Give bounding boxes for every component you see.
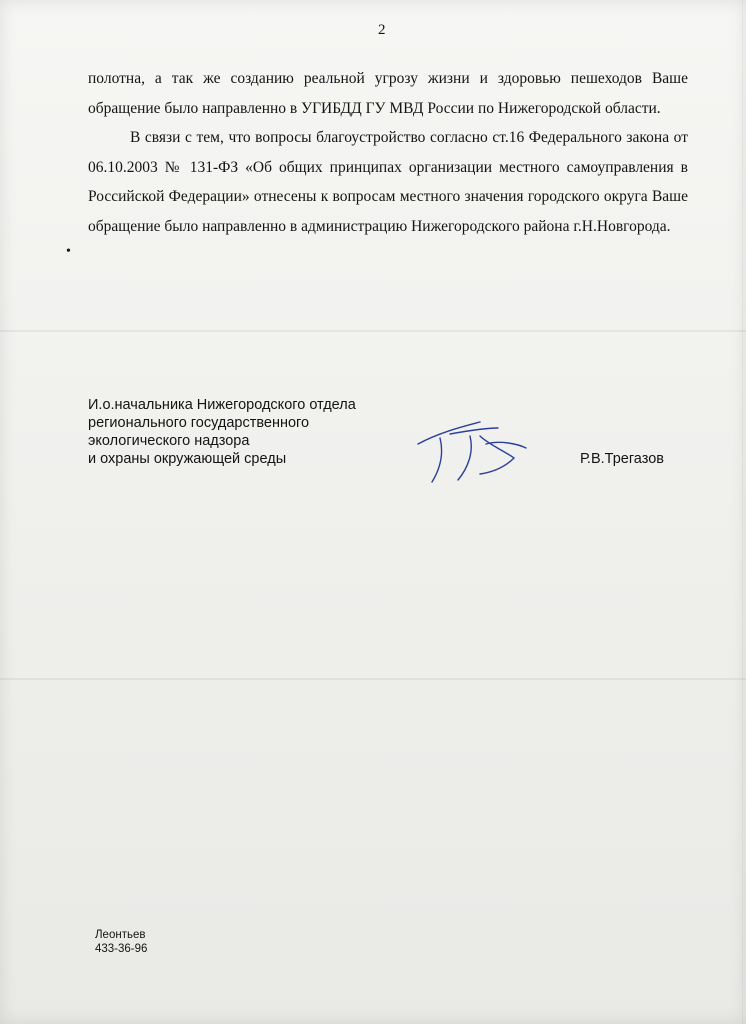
handwritten-signature [410, 414, 530, 494]
letter-body [88, 64, 688, 241]
paper-fold-line [0, 678, 746, 680]
page-number: 2 [378, 22, 386, 38]
paper-fold-line [0, 330, 746, 332]
body-paragraph: В связи с тем, что вопросы благоустройство согласно ст.16 Федерального закона от 06.10.2003 № 131-ФЗ «Об общих принципах организации местного самоуправления в Российской Федерации» отнесены к вопросам местного значения городского округа Ваше обращение было направленно в администрацию Нижегородского района г.Н.Новгорода. [88, 129, 688, 235]
body-paragraph: полотна, а так же созданию реальной угрозу жизни и здоровью пешеходов Ваше обращение было направленно в УГИБДД ГУ МВД России по Нижегородской области. [88, 70, 688, 117]
signatory-title-line: И.о.начальника Нижегородского отдела [88, 397, 356, 413]
signatory-title-line: регионального государственного [88, 415, 310, 431]
executor-contact [95, 928, 147, 956]
margin-bullet: • [66, 244, 71, 259]
executor-name: Леонтьев [95, 929, 146, 941]
signatory-title-line: экологического надзора [88, 433, 250, 449]
signatory-name: Р.В.Трегазов [580, 451, 664, 467]
paper-edge [742, 0, 743, 1024]
signatory-title [88, 396, 388, 468]
executor-phone: 433-36-96 [95, 943, 148, 955]
signatory-title-line: и охраны окружающей среды [88, 451, 287, 467]
